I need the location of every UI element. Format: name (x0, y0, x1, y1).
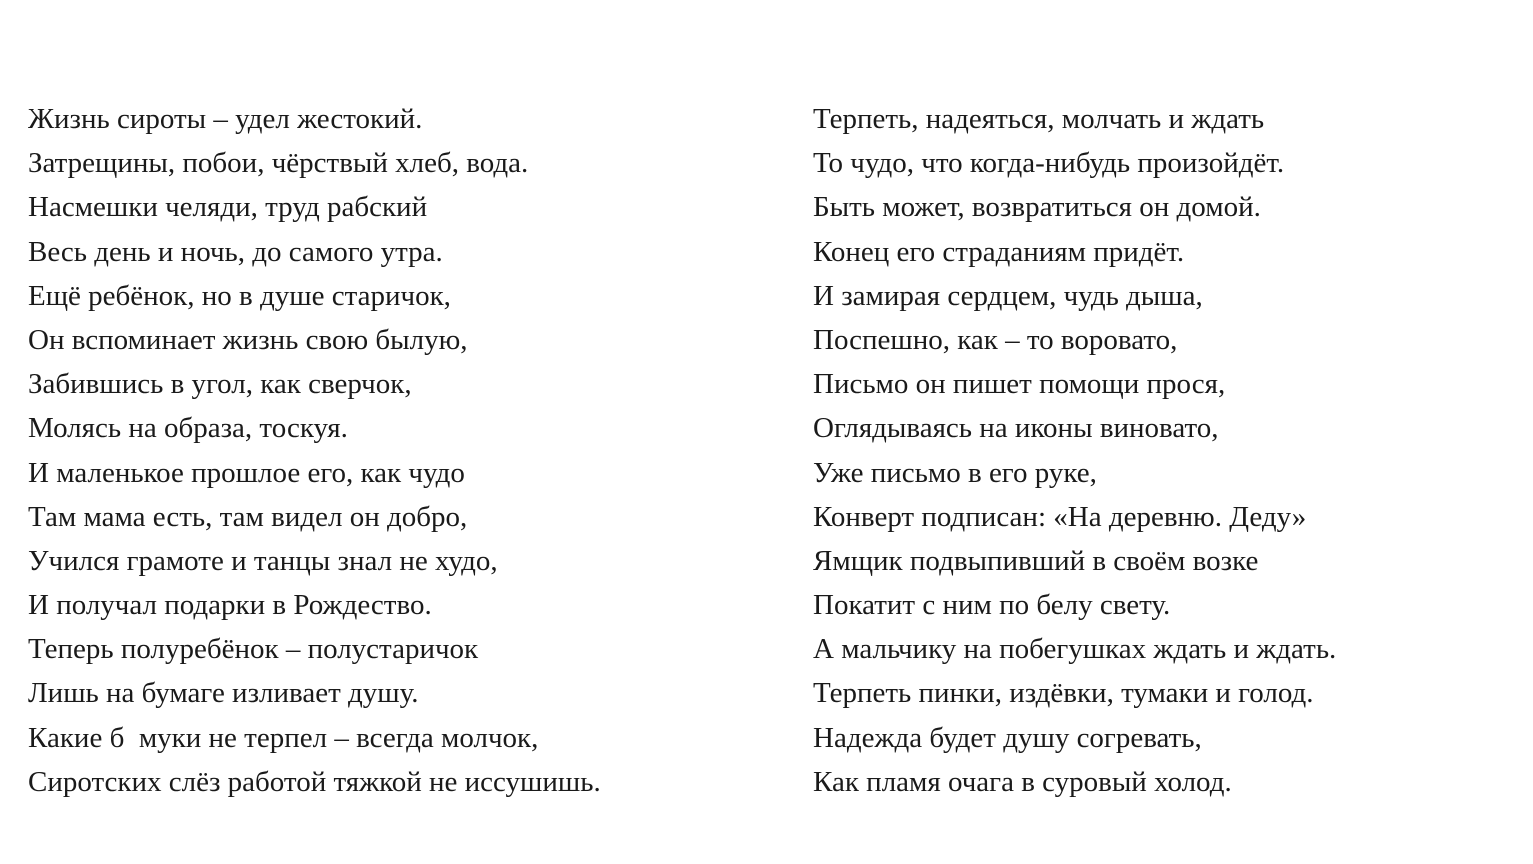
poem-line: Он вспоминает жизнь свою былую, (28, 323, 468, 356)
poem-line: Письмо он пишет помощи прося, (813, 368, 1226, 401)
poem-line: Надежда будет душу согревать, (813, 721, 1202, 754)
poem-line: Лишь на бумаге изливает душу. (28, 677, 419, 710)
poem-line: Жизнь сироты – удел жестокий. (28, 103, 423, 135)
poem-line: Быть может, возвратиться он домой. (813, 191, 1261, 224)
poem-left-column (28, 97, 601, 804)
poem-line: Терпеть, надеяться, молчать и ждать (813, 103, 1265, 135)
poem-line: Сиротских слёз работой тяжкой не иссушишь. (28, 765, 601, 798)
poem-line: То чудо, что когда-нибудь произойдёт. (813, 147, 1285, 180)
poem-line: Учился грамоте и танцы знал не худо, (28, 544, 498, 577)
poem-line: Покатит с ним по белу свету. (813, 589, 1171, 622)
poem-line: Какие б муки не терпел – всегда молчок, (28, 721, 539, 754)
poem-line: Поспешно, как – то воровато, (813, 323, 1178, 356)
poem-line: Терпеть пинки, издёвки, тумаки и голод. (813, 677, 1314, 710)
poem-line: Молясь на образа, тоскуя. (28, 412, 348, 445)
poem-line: А мальчику на побегушках ждать и ждать. (813, 633, 1337, 666)
poem-line: Забившись в угол, как сверчок, (28, 368, 412, 401)
poem-line: И получал подарки в Рождество. (28, 589, 432, 622)
poem-line: Насмешки челяди, труд рабский (28, 191, 428, 224)
poem-line: Ещё ребёнок, но в душе старичок, (28, 279, 451, 312)
poem-line: Затрещины, побои, чёрствый хлеб, вода. (28, 147, 529, 180)
poem-line: Весь день и ночь, до самого утра. (28, 235, 443, 268)
poem-line: И маленькое прошлое его, как чудо (28, 456, 465, 489)
poem-line: Оглядываясь на иконы виновато, (813, 412, 1219, 445)
poem-line: Как пламя очага в суровый холод. (813, 765, 1232, 798)
poem-line: Ямщик подвыпивший в своём возке (813, 544, 1259, 577)
poem-line: Уже письмо в его руке, (813, 456, 1097, 489)
poem-line: И замирая сердцем, чудь дыша, (813, 279, 1203, 312)
poem-line: Конец его страданиям придёт. (813, 235, 1185, 268)
poem-line: Теперь полуребёнок – полустаричок (28, 633, 479, 666)
poem-right-column (813, 97, 1336, 804)
poem-line: Конверт подписан: «На деревню. Деду» (813, 500, 1307, 533)
poem-line: Там мама есть, там видел он добро, (28, 500, 468, 533)
